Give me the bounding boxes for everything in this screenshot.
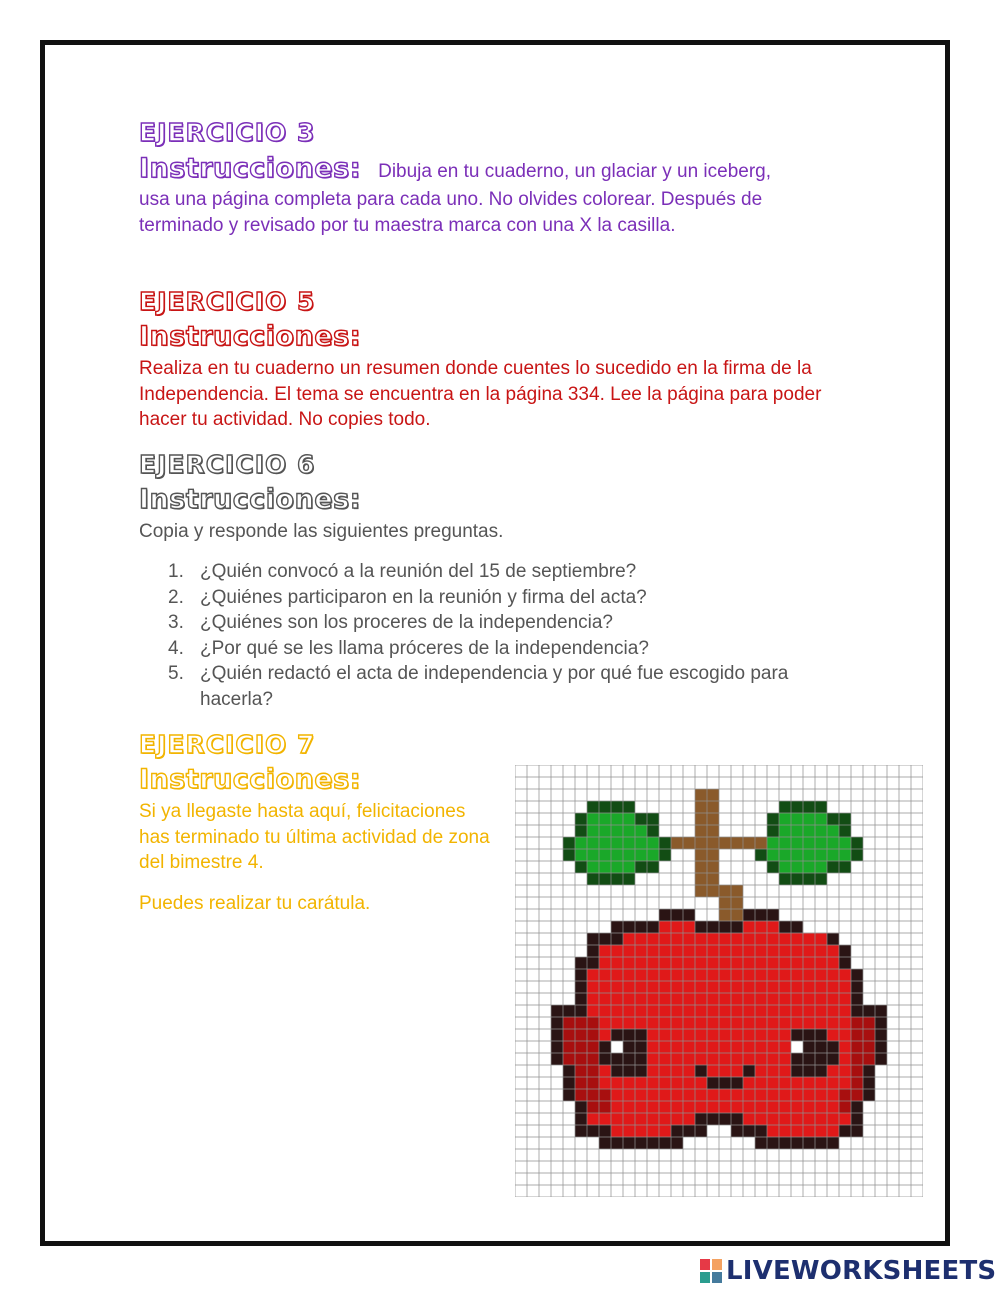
exercise-5-text: Realiza en tu cuaderno un resumen donde cuentes lo sucedido en la firma de la Independencia. El tema se encuentra en la página 334. Lee la página para poder hacer tu actividad. No copies todo.: [139, 358, 822, 430]
exercise-3-title: EJERCICIO 3: [139, 118, 316, 147]
exercise-3-instructions-line: [139, 154, 859, 184]
exercise-6-intro: Copia y responde las siguientes preguntas.: [139, 521, 504, 542]
question-item: [168, 661, 848, 712]
question-item: [168, 636, 848, 662]
exercise-3-instructions-label: Instrucciones:: [139, 153, 361, 184]
question-text: ¿Quiénes son los proceres de la independencia?: [200, 612, 613, 633]
exercise-6-instructions-label: Instrucciones:: [139, 484, 361, 515]
exercise-5-instructions-label: Instrucciones:: [139, 321, 361, 352]
question-text: ¿Quiénes participaron en la reunión y firma del acta?: [200, 586, 647, 608]
apple-pixel-art: [515, 765, 923, 1197]
exercise-7-instructions-label: Instrucciones:: [139, 764, 361, 795]
exercise-6-title: EJERCICIO 6: [139, 450, 316, 479]
logo-text: LIVEWORKSHEETS: [726, 1256, 997, 1286]
question-number: 3.: [168, 612, 184, 633]
question-item: [168, 585, 848, 611]
exercise-7-title: EJERCICIO 7: [139, 730, 316, 759]
question-number: 4.: [168, 637, 184, 659]
question-item: [168, 559, 848, 585]
question-text: ¿Quién redactó el acta de independencia y por qué fue escogido para hacerla?: [200, 663, 789, 710]
exercise-3-text: usa una página completa para cada uno. No olvides colorear. Después de terminado y revisado por tu maestra marca con una X la casilla.: [139, 189, 763, 236]
exercise-7-text: Si ya llegaste hasta aquí, felicitaciones has terminado tu última actividad de zona del bimestre 4.: [139, 801, 490, 873]
question-text: ¿Quién convocó a la reunión del 15 de septiembre?: [200, 561, 637, 582]
question-number: 1.: [168, 561, 184, 582]
exercise-5-title: EJERCICIO 5: [139, 287, 316, 316]
question-number: 5.: [168, 663, 184, 684]
exercise-7-closing: Puedes realizar tu carátula.: [139, 893, 371, 914]
question-text: ¿Por qué se les llama próceres de la independencia?: [200, 637, 649, 659]
question-number: 2.: [168, 586, 184, 608]
logo-icon: [700, 1259, 722, 1283]
question-list: [168, 559, 848, 712]
exercise-3-text-line1: Dibuja en tu cuaderno, un glaciar y un iceberg,: [378, 161, 772, 182]
liveworksheets-logo: [700, 1256, 996, 1286]
question-item: [168, 610, 848, 636]
